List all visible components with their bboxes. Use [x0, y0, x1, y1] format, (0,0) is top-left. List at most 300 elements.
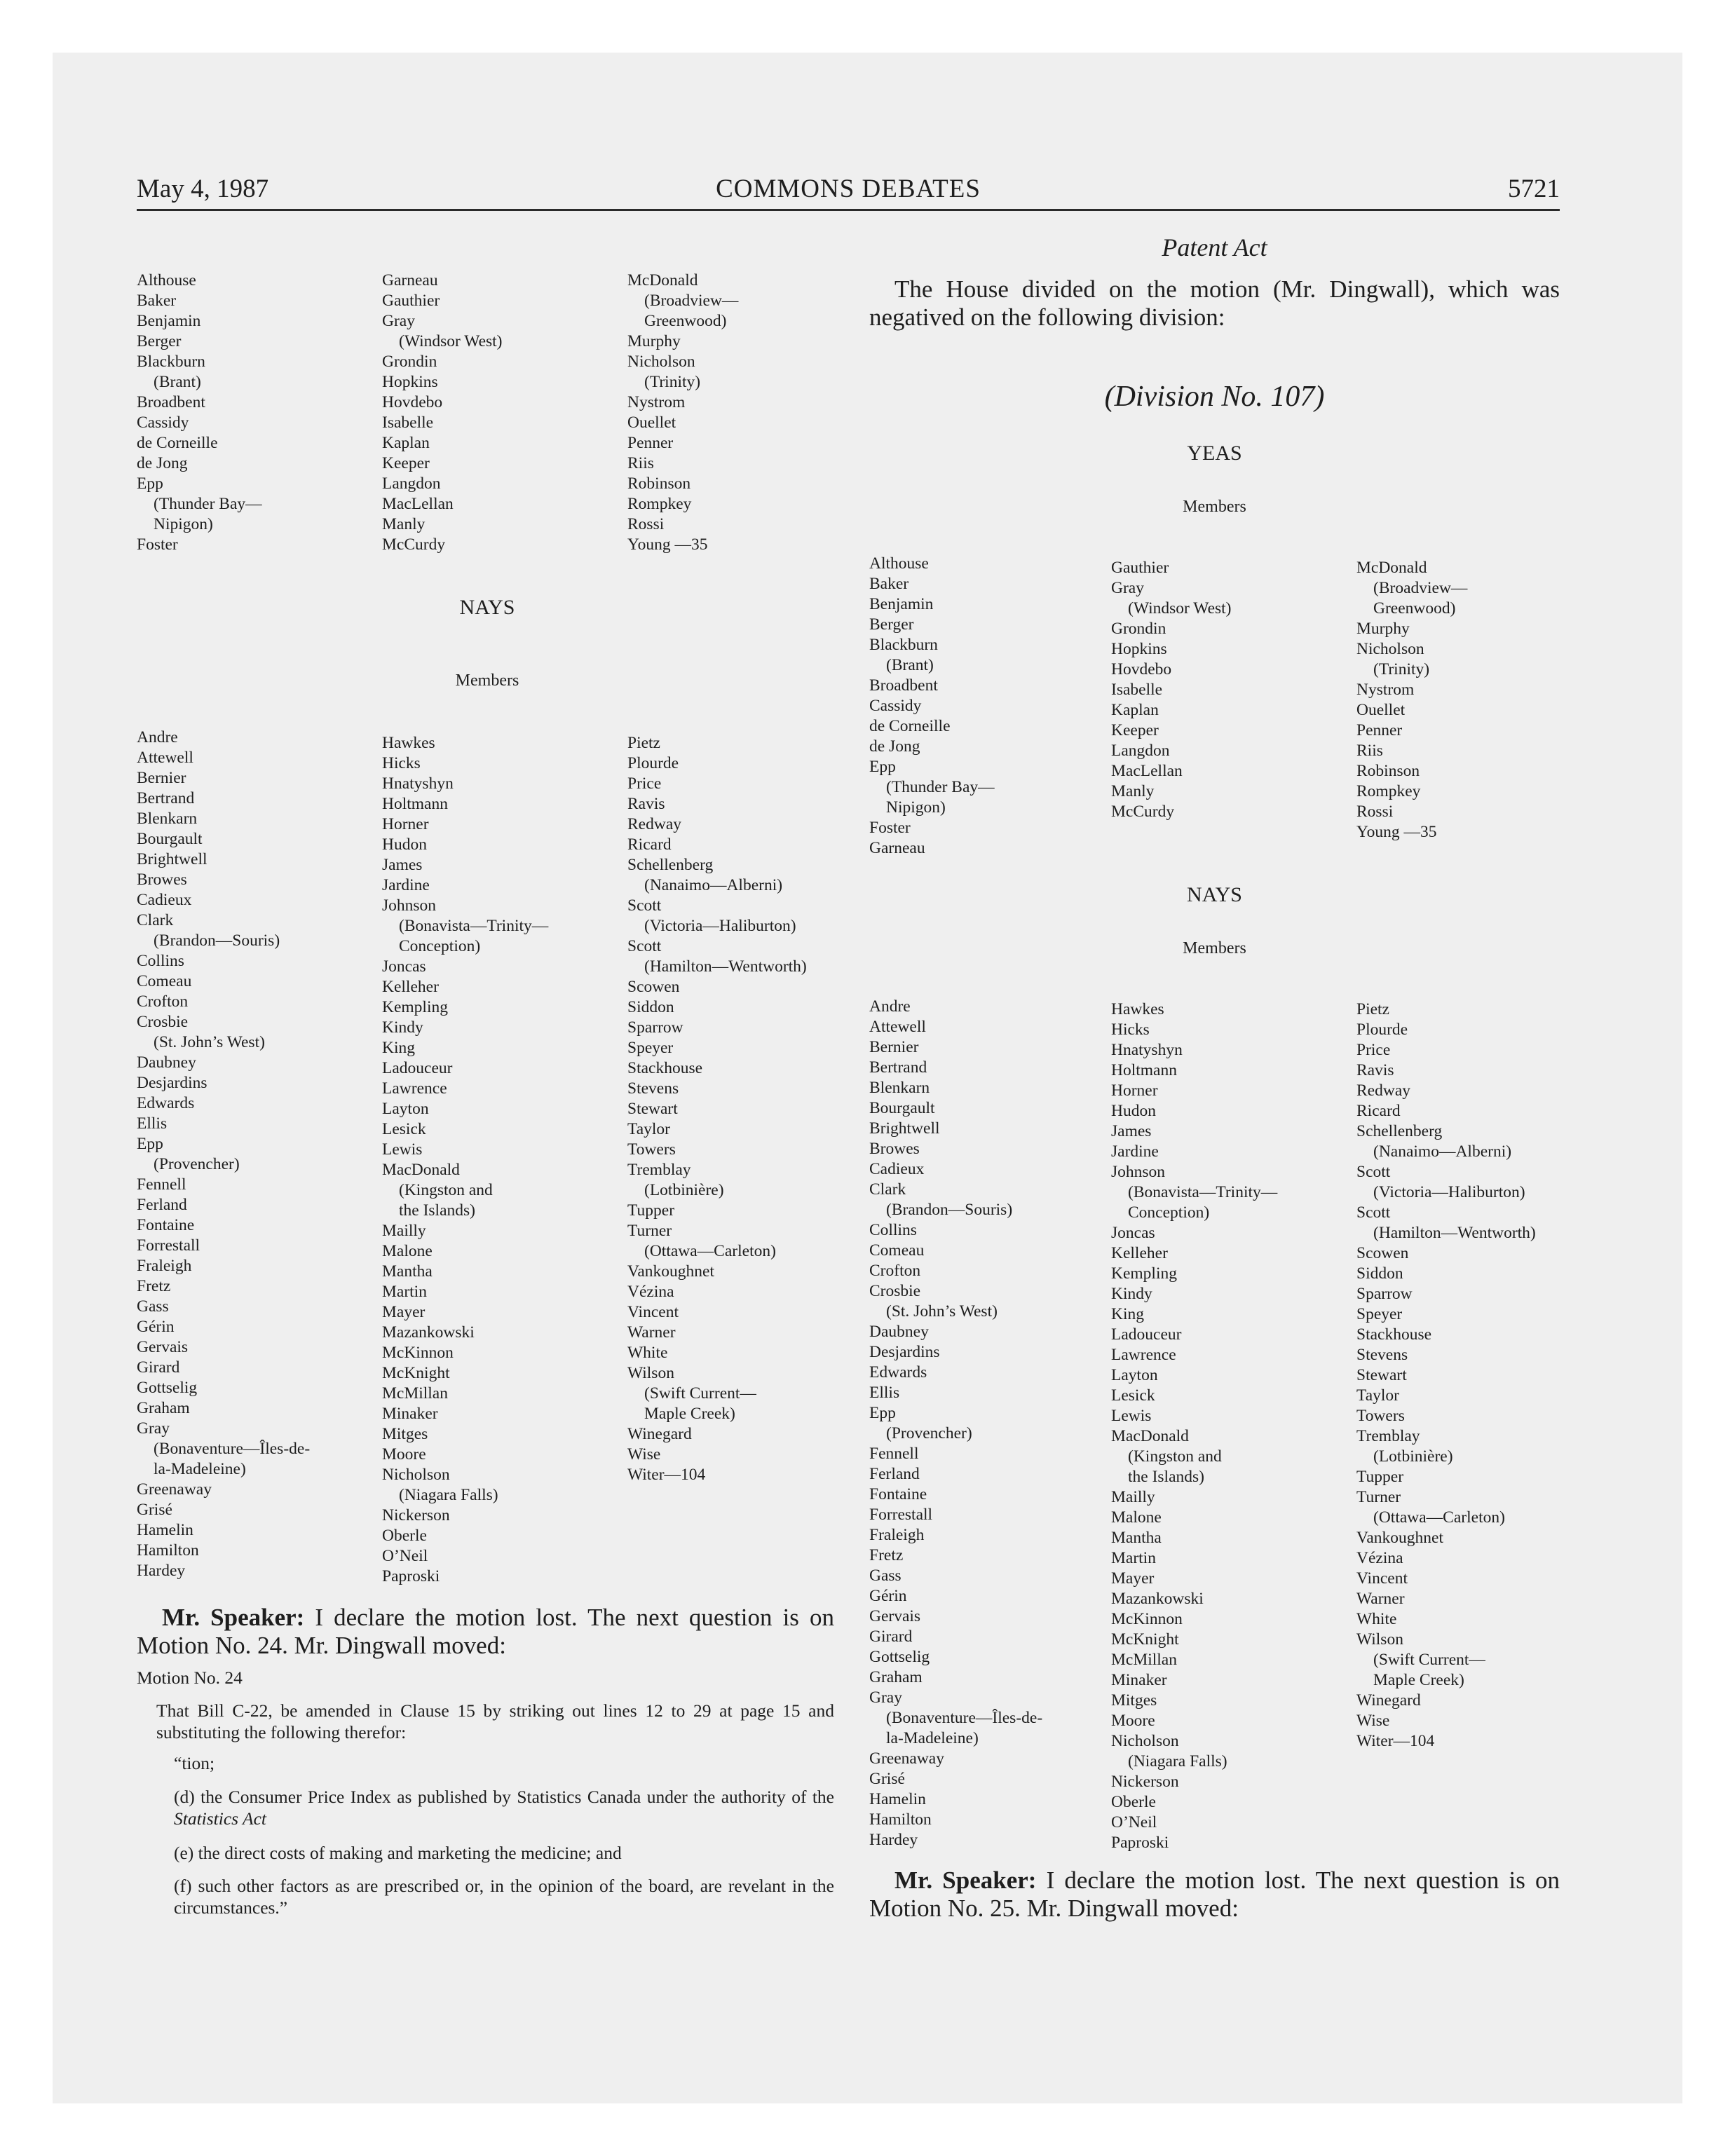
member-name: Robinson [627, 475, 691, 493]
member-name: Schellenberg [1356, 1122, 1443, 1140]
member-name: Blenkarn [869, 1079, 930, 1097]
member-name: Siddon [1356, 1264, 1403, 1283]
right-nays-column-2 [1111, 999, 1277, 1853]
member-name: Ouellet [627, 414, 676, 432]
member-name: James [382, 856, 423, 874]
member-name: la-Madeleine) [886, 1729, 979, 1747]
member-name: Scowen [627, 978, 680, 996]
member-name: Keeper [382, 454, 430, 472]
member-name: Price [1356, 1041, 1391, 1059]
section-title: Patent Act [1162, 233, 1267, 261]
member-name: McCurdy [382, 535, 446, 554]
member-name: Martin [382, 1283, 427, 1301]
member-name: Epp [869, 1404, 896, 1422]
left-nays-heading: NAYS [459, 596, 515, 619]
member-name: Hardey [869, 1831, 918, 1849]
member-name: Maple Creek) [644, 1405, 735, 1423]
member-name: Lawrence [1111, 1346, 1176, 1364]
member-name: Hopkins [382, 373, 438, 391]
member-name: Conception) [399, 937, 481, 955]
member-name: Speyer [1356, 1305, 1403, 1323]
member-name: Holtmann [382, 795, 448, 813]
member-name: Fennell [137, 1175, 186, 1194]
member-name: Langdon [1111, 742, 1170, 760]
member-name: Siddon [627, 998, 674, 1016]
member-name: Mayer [382, 1303, 426, 1321]
member-name: King [1111, 1305, 1144, 1323]
member-name: MacDonald [1111, 1427, 1189, 1445]
left-nays-column-1 [137, 728, 310, 1581]
member-name: (St. John’s West) [154, 1033, 265, 1051]
member-name: Hamelin [869, 1790, 926, 1808]
member-name: Tremblay [1356, 1427, 1420, 1445]
member-name: Isabelle [382, 414, 434, 432]
member-name: Young —35 [627, 535, 708, 554]
member-name: Garneau [382, 271, 438, 289]
member-name: Edwards [869, 1363, 927, 1381]
member-name: (Bonavista—Trinity— [399, 917, 549, 935]
page-header [137, 174, 1560, 211]
member-name: Crofton [869, 1262, 921, 1280]
member-name: Johnson [382, 896, 437, 915]
division-intro: The House divided on the motion (Mr. Dingwall), which was negatived on the following division: [869, 275, 1560, 331]
member-name: Mailly [382, 1222, 426, 1240]
member-name: Stewart [1356, 1366, 1407, 1384]
member-name: Hamelin [137, 1521, 193, 1539]
member-name: Desjardins [137, 1074, 207, 1092]
member-name: Schellenberg [627, 856, 714, 874]
member-name: Attewell [869, 1018, 926, 1036]
member-name: Andre [869, 997, 911, 1016]
member-name: Joncas [382, 957, 426, 976]
member-name: Rossi [627, 515, 665, 533]
member-name: Browes [137, 871, 187, 889]
member-name: Mazankowski [1111, 1590, 1204, 1608]
member-name: Vézina [1356, 1549, 1403, 1567]
member-name: Price [627, 775, 662, 793]
member-name: (Victoria—Haliburton) [1373, 1183, 1525, 1201]
member-name: Towers [627, 1140, 676, 1159]
member-name: (Brant) [886, 656, 934, 674]
member-name: Plourde [1356, 1021, 1408, 1039]
motion-intro: That Bill C-22, be amended in Clause 15 by striking out lines 12 to 29 at page 15 and substituting the following therefor: [156, 1700, 834, 1742]
right-nays-column-1 [869, 997, 1042, 1850]
member-name: Bernier [137, 769, 186, 787]
member-name: Mitges [1111, 1691, 1157, 1710]
member-name: Fraleigh [869, 1526, 925, 1544]
member-name: Berger [869, 615, 914, 634]
member-name: Fretz [137, 1277, 171, 1295]
left-nays-column-2 [382, 733, 548, 1587]
member-name: Gervais [869, 1607, 921, 1625]
member-name: Gass [137, 1297, 169, 1316]
motion-item-e: (e) the direct costs of making and marketing the medicine; and [174, 1843, 622, 1863]
member-name: Crosbie [869, 1282, 921, 1300]
member-name: (Trinity) [644, 373, 701, 391]
member-name: de Jong [137, 454, 188, 472]
member-name: Manly [382, 515, 426, 533]
member-name: Nystrom [1356, 681, 1415, 699]
member-name: Conception) [1128, 1203, 1210, 1222]
member-name: (Windsor West) [1128, 599, 1232, 618]
page-date: May 4, 1987 [137, 175, 269, 203]
member-name: Andre [137, 728, 178, 746]
member-name: Kaplan [382, 434, 430, 452]
member-name: Keeper [1111, 721, 1159, 739]
member-name: Robinson [1356, 762, 1420, 780]
member-name: Collins [137, 952, 184, 970]
member-name: Gottselig [869, 1648, 930, 1666]
member-name: (Ottawa—Carleton) [1373, 1508, 1505, 1527]
member-name: Clark [137, 911, 174, 929]
member-name: Vankoughnet [1356, 1529, 1444, 1547]
member-name: McKnight [1111, 1630, 1179, 1649]
member-name: Foster [137, 535, 178, 554]
member-name: Kelleher [1111, 1244, 1168, 1262]
member-name: Ravis [627, 795, 665, 813]
member-name: Gass [869, 1567, 901, 1585]
division-title: (Division No. 107) [1104, 381, 1325, 413]
member-name: Bertrand [137, 789, 195, 807]
member-name: Warner [1356, 1590, 1405, 1608]
member-name: Jardine [382, 876, 430, 894]
member-name: Penner [627, 434, 674, 452]
member-name: Daubney [137, 1053, 196, 1072]
member-name: (Brandon—Souris) [154, 932, 280, 950]
member-name: Hopkins [1111, 640, 1167, 658]
right-yeas-column-1 [869, 554, 995, 859]
member-name: Garneau [869, 839, 925, 857]
member-name: Vézina [627, 1283, 674, 1301]
member-name: Fontaine [869, 1485, 927, 1503]
member-name: Ferland [869, 1465, 920, 1483]
member-name: (Hamilton—Wentworth) [1373, 1224, 1536, 1242]
member-name: McMillan [382, 1384, 448, 1403]
member-name: (Thunder Bay— [154, 495, 262, 513]
member-name: Broadbent [869, 676, 938, 695]
member-name: Comeau [137, 972, 192, 990]
member-name: (Thunder Bay— [886, 778, 995, 796]
member-name: Hardey [137, 1562, 186, 1580]
member-name: White [1356, 1610, 1397, 1628]
member-name: Gervais [137, 1338, 189, 1356]
member-name: Cassidy [869, 697, 922, 715]
member-name: Gottselig [137, 1379, 198, 1397]
member-name: la-Madeleine) [154, 1460, 246, 1478]
member-name: Kindy [1111, 1285, 1152, 1303]
member-name: Riis [1356, 742, 1383, 760]
member-name: Cassidy [137, 414, 189, 432]
member-name: Lesick [1111, 1386, 1155, 1405]
member-name: O’Neil [1111, 1813, 1157, 1831]
member-name: (Broadview— [1373, 579, 1468, 597]
left-yeas-column-1 [137, 271, 262, 555]
member-name: Winegard [1356, 1691, 1421, 1710]
member-name: (Bonaventure—Îles-de- [154, 1440, 311, 1458]
member-name: Grisé [869, 1770, 905, 1788]
member-name: Layton [382, 1100, 429, 1118]
running-title: COMMONS DEBATES [716, 175, 981, 203]
member-name: Stevens [627, 1079, 679, 1098]
member-name: Riis [627, 454, 654, 472]
member-name: Fretz [869, 1546, 904, 1564]
member-name: Brightwell [137, 850, 207, 868]
member-name: Crosbie [137, 1013, 189, 1031]
member-name: Bourgault [137, 830, 203, 848]
member-name: Moore [1111, 1712, 1155, 1730]
member-name: Gauthier [382, 292, 440, 310]
member-name: Berger [137, 332, 182, 350]
member-name: McKinnon [382, 1344, 454, 1362]
member-name: Grondin [382, 353, 437, 371]
right-yeas-column-2 [1111, 558, 1232, 822]
member-name: Turner [1356, 1488, 1401, 1506]
member-name: (Kingston and [399, 1181, 493, 1199]
member-name: Vincent [627, 1303, 679, 1321]
member-name: Gray [137, 1419, 170, 1438]
member-name: (Bonaventure—Îles-de- [886, 1709, 1043, 1727]
member-name: Plourde [627, 754, 679, 772]
member-name: McDonald [627, 271, 698, 289]
member-name: Girard [137, 1358, 180, 1377]
member-name: Daubney [869, 1323, 929, 1341]
right-yeas-heading: YEAS [1187, 442, 1242, 465]
member-name: (Swift Current— [1373, 1651, 1485, 1669]
member-name: Gauthier [1111, 559, 1169, 577]
member-name: Bernier [869, 1038, 919, 1056]
member-name: Tremblay [627, 1161, 691, 1179]
member-name: Rompkey [1356, 782, 1421, 800]
member-name: Mailly [1111, 1488, 1155, 1506]
member-name: (Victoria—Haliburton) [644, 917, 796, 935]
member-name: Redway [627, 815, 682, 833]
member-name: (St. John’s West) [886, 1302, 998, 1321]
member-name: Murphy [627, 332, 681, 350]
member-name: Hawkes [382, 734, 435, 752]
member-name: Penner [1356, 721, 1403, 739]
member-name: (Broadview— [644, 292, 739, 310]
member-name: Crofton [137, 992, 189, 1011]
member-name: Epp [137, 1135, 163, 1153]
member-name: Stackhouse [1356, 1325, 1432, 1344]
member-name: Graham [137, 1399, 190, 1417]
member-name: Witer—104 [1356, 1732, 1435, 1750]
member-name: MacLellan [1111, 762, 1183, 780]
member-name: Turner [627, 1222, 672, 1240]
member-name: Johnson [1111, 1163, 1166, 1181]
member-name: (Niagara Falls) [1128, 1752, 1227, 1770]
member-name: Oberle [382, 1527, 427, 1545]
member-name: Mitges [382, 1425, 428, 1443]
member-name: Gray [1111, 579, 1144, 597]
member-name: Gérin [869, 1587, 907, 1605]
page-number: 5721 [1508, 175, 1560, 203]
member-name: Ricard [1356, 1102, 1401, 1120]
member-name: Collins [869, 1221, 917, 1239]
member-name: Desjardins [869, 1343, 940, 1361]
member-name: (Ottawa—Carleton) [644, 1242, 776, 1260]
member-name: Gray [869, 1688, 902, 1707]
member-name: McKnight [382, 1364, 450, 1382]
member-name: Wise [1356, 1712, 1390, 1730]
member-name: O’Neil [382, 1547, 428, 1565]
member-name: Attewell [137, 749, 193, 767]
member-name: Vankoughnet [627, 1262, 715, 1281]
member-name: Lewis [1111, 1407, 1152, 1425]
member-name: Witer—104 [627, 1466, 706, 1484]
member-name: Tupper [627, 1201, 675, 1220]
member-name: Ellis [137, 1114, 168, 1133]
member-name: Hudon [382, 835, 427, 854]
member-name: Fraleigh [137, 1257, 192, 1275]
member-name: Clark [869, 1180, 906, 1199]
member-name: Tupper [1356, 1468, 1404, 1486]
member-name: Young —35 [1356, 823, 1437, 841]
member-name: Sparrow [627, 1018, 683, 1037]
member-name: Lewis [382, 1140, 423, 1159]
member-name: Epp [137, 475, 163, 493]
member-name: Brightwell [869, 1119, 940, 1138]
member-name: Kaplan [1111, 701, 1159, 719]
member-name: McCurdy [1111, 803, 1175, 821]
member-name: Mazankowski [382, 1323, 475, 1342]
member-name: Kempling [382, 998, 448, 1016]
member-name: Hawkes [1111, 1000, 1164, 1018]
member-name: Ferland [137, 1196, 187, 1214]
member-name: White [627, 1344, 668, 1362]
member-name: Isabelle [1111, 681, 1163, 699]
member-name: Scowen [1356, 1244, 1409, 1262]
member-name: Nystrom [627, 393, 686, 411]
motion-quote-start: “tion; [174, 1753, 215, 1773]
member-name: (Swift Current— [644, 1384, 756, 1403]
member-name: Rompkey [627, 495, 692, 513]
member-name: James [1111, 1122, 1152, 1140]
member-name: (Trinity) [1373, 660, 1430, 678]
member-name: Nickerson [1111, 1773, 1179, 1791]
member-name: Wilson [627, 1364, 674, 1382]
member-name: Langdon [382, 475, 441, 493]
right-speaker-paragraph [869, 1867, 1560, 1923]
member-name: de Jong [869, 737, 920, 756]
member-name: Hicks [1111, 1021, 1150, 1039]
member-name: Nipigon) [154, 515, 213, 533]
member-name: Nicholson [627, 353, 695, 371]
member-name: Althouse [869, 554, 929, 573]
member-name: (Brandon—Souris) [886, 1201, 1013, 1219]
member-name: Horner [1111, 1082, 1158, 1100]
member-name: (Brant) [154, 373, 201, 391]
right-nays-heading: NAYS [1187, 883, 1242, 906]
member-name: Forrestall [137, 1236, 200, 1255]
member-name: McKinnon [1111, 1610, 1183, 1628]
member-name: Bertrand [869, 1058, 927, 1077]
member-name: Grisé [137, 1501, 172, 1519]
member-name: Bourgault [869, 1099, 935, 1117]
right-yeas-members-label: Members [1183, 498, 1246, 516]
member-name: (Provencher) [886, 1424, 972, 1442]
member-name: Holtmann [1111, 1061, 1177, 1079]
member-name: Cadieux [137, 891, 192, 909]
member-name: Browes [869, 1140, 920, 1158]
member-name: McMillan [1111, 1651, 1177, 1669]
member-name: Paproski [382, 1567, 440, 1585]
member-name: Manly [1111, 782, 1155, 800]
member-name: Grondin [1111, 620, 1166, 638]
member-name: Kindy [382, 1018, 423, 1037]
member-name: Malone [382, 1242, 433, 1260]
member-name: Redway [1356, 1082, 1411, 1100]
member-name: Greenwood) [644, 312, 727, 330]
member-name: Hamilton [869, 1810, 932, 1829]
member-name: Wilson [1356, 1630, 1403, 1649]
member-name: Maple Creek) [1373, 1671, 1464, 1689]
member-name: Warner [627, 1323, 676, 1342]
member-name: Blenkarn [137, 810, 198, 828]
member-name: Hamilton [137, 1541, 199, 1560]
member-name: Murphy [1356, 620, 1410, 638]
member-name: Taylor [1356, 1386, 1399, 1405]
member-name: Baker [137, 292, 177, 310]
member-name: Layton [1111, 1366, 1158, 1384]
member-name: Hudon [1111, 1102, 1156, 1120]
item-d-statute: Statistics Act [174, 1808, 266, 1829]
member-name: McDonald [1356, 559, 1427, 577]
member-name: (Niagara Falls) [399, 1486, 498, 1504]
member-name: Taylor [627, 1120, 670, 1138]
member-name: Greenaway [869, 1749, 944, 1768]
member-name: Towers [1356, 1407, 1405, 1425]
member-name: Broadbent [137, 393, 205, 411]
member-name: (Lotbinière) [644, 1181, 724, 1199]
left-yeas-column-3 [627, 271, 738, 555]
member-name: Nicholson [1356, 640, 1424, 658]
member-name: Stewart [627, 1100, 678, 1118]
member-name: Speyer [627, 1039, 674, 1057]
member-name: Lawrence [382, 1079, 447, 1098]
member-name: Sparrow [1356, 1285, 1413, 1303]
member-name: de Corneille [869, 717, 951, 735]
member-name: (Nanaimo—Alberni) [1373, 1142, 1512, 1161]
member-name: Comeau [869, 1241, 925, 1260]
member-name: (Lotbinière) [1373, 1447, 1453, 1466]
member-name: Pietz [627, 734, 660, 752]
member-name: the Islands) [399, 1201, 475, 1220]
member-name: Gray [382, 312, 415, 330]
member-name: Scott [627, 896, 662, 915]
speaker-text: I declare the motion lost. The next question is on Motion No. 25. Mr. Dingwall moved: [869, 1867, 1560, 1922]
member-name: Stackhouse [627, 1059, 703, 1077]
member-name: Girard [869, 1628, 913, 1646]
member-name: Scott [1356, 1163, 1391, 1181]
member-name: Mayer [1111, 1569, 1155, 1588]
speaker-text: I declare the motion lost. The next question is on Motion No. 24. Mr. Dingwall moved: [137, 1604, 834, 1659]
member-name: Moore [382, 1445, 426, 1464]
member-name: Fontaine [137, 1216, 195, 1234]
member-name: Mantha [382, 1262, 433, 1281]
member-name: (Kingston and [1128, 1447, 1222, 1466]
member-name: Ricard [627, 835, 672, 854]
motion-label: Motion No. 24 [137, 1667, 243, 1688]
member-name: Malone [1111, 1508, 1162, 1527]
member-name: Blackburn [869, 636, 938, 654]
member-name: Joncas [1111, 1224, 1155, 1242]
left-nays-column-3 [627, 733, 807, 1485]
member-name: Ladouceur [1111, 1325, 1182, 1344]
member-name: Ouellet [1356, 701, 1406, 719]
member-name: Kelleher [382, 978, 439, 996]
member-name: Benjamin [137, 312, 201, 330]
